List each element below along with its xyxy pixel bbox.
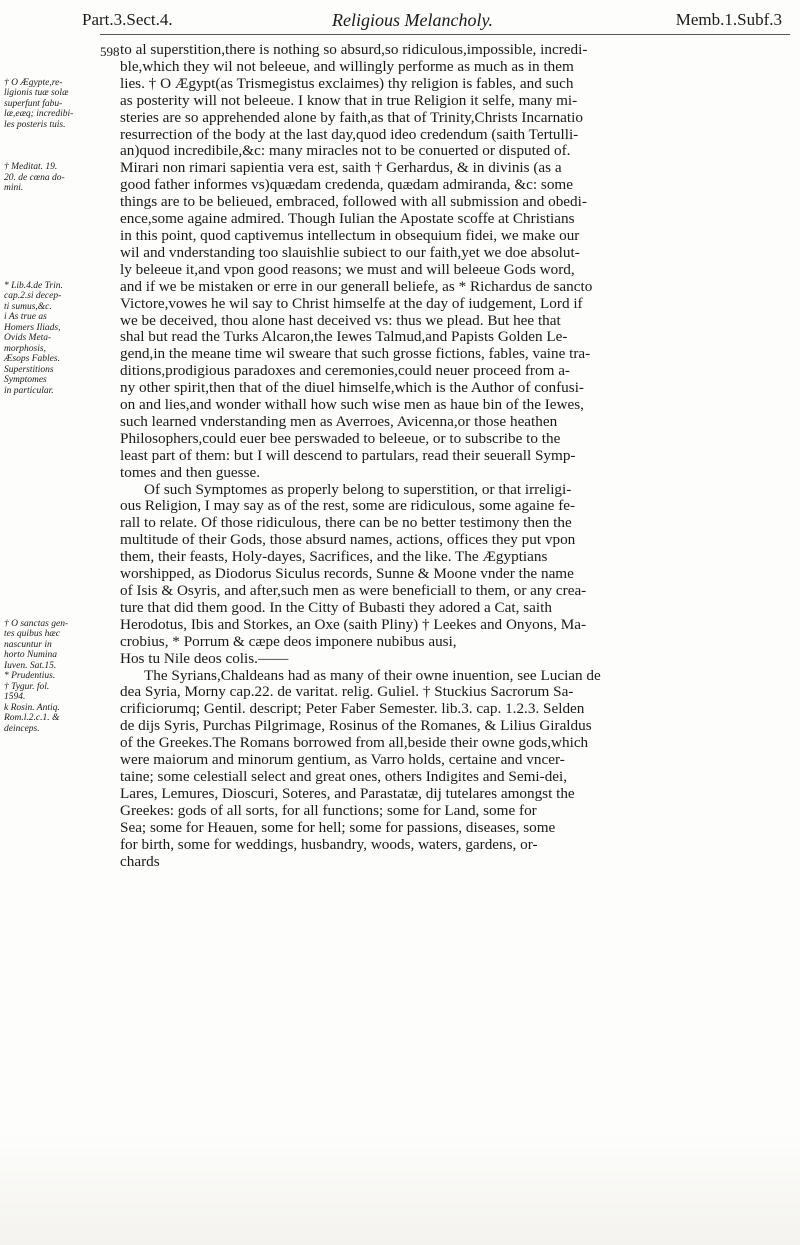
text-line: steries are so apprehended alone by faith,as that of Trinity,Christs Incarnatio (120, 109, 583, 126)
margin-note-line: morphosis, (4, 343, 46, 354)
margin-note-line: nascuntur in (4, 639, 52, 650)
margin-note-line: Homers Iliads, (4, 322, 61, 333)
text-line: gend,in the meane time wil sweare that such grosse fictions, fables, vaine tra- (120, 346, 591, 363)
header-rule (100, 34, 790, 35)
margin-note-line: † O Ægypte,re- (4, 77, 63, 88)
text-line: ous Religion, I may say as of the rest, some are ridiculous, some againe fe- (120, 498, 576, 515)
body-text (120, 42, 788, 870)
text-line: them, their feasts, Holy-dayes, Sacrifices, and the like. The Ægyptians (120, 549, 548, 566)
text-line: and if we be mistaken or erre in our generall beliefe, as * Richardus de sancto (120, 278, 593, 295)
text-line: on and lies,and wonder withall how such wise men as haue bin of the Iewes, (120, 397, 584, 414)
text-line: were maiorum and minorum gentium, as Varro holds, certaine and vncer- (120, 752, 565, 769)
margin-note-line: mini. (4, 183, 24, 194)
text-line: in this point, quod captivemus intellectum in obsequium fidei, we make our (120, 227, 580, 244)
text-line: an)quod incredibile,&c: many miracles not to be conuerted or disputed of. (120, 143, 571, 160)
text-line: ble,which they wil not beleeue, and willingly performe as much as in them (120, 58, 574, 75)
margin-note-line: Superstitions (4, 364, 54, 375)
text-line: multitude of their Gods, those absurd names, actions, offices they put vpon (120, 532, 576, 549)
margin-note-line: les posteris tuis. (4, 119, 66, 130)
margin-note-line: ligionis tuæ solæ (4, 88, 69, 99)
text-line: chards (120, 853, 160, 870)
text-line: ence,some againe admired. Though Iulian the Apostate scoffe at Christians (120, 211, 575, 228)
page-number: 598 (100, 44, 120, 59)
text-line: for birth, some for weddings, husbandry, woods, waters, gardens, or- (120, 836, 538, 853)
text-line: as posterity will not beleeue. I know that in true Religion it selfe, many mi- (120, 92, 578, 109)
text-line: Hos tu Nile deos colis.—— (120, 650, 289, 667)
text-line: dea Syria, Morny cap.22. de varitat. relig. Guliel. † Stuckius Sacrorum Sa- (120, 684, 574, 701)
margin-note-line: Æsops Fables. (4, 354, 60, 365)
margin-note-line: 1594. (4, 692, 26, 703)
header-member-subsection: Memb.1.Subf.3 (675, 10, 782, 29)
text-line: Of such Symptomes as properly belong to superstition, or that irreligi- (144, 481, 572, 498)
text-line: good father informes vs)quædam credenda, quædam admiranda, &c: some (120, 177, 573, 194)
text-line: of Isis & Osyris, and after,such men as were beneficiall to them, or any crea- (120, 583, 587, 599)
text-line: of the Greekes.The Romans borrowed from all,beside their owne gods,which (120, 735, 589, 752)
text-line: rall to relate. Of those ridiculous, there can be no better testimony then the (120, 515, 572, 532)
text-line: Lares, Lemures, Dioscuri, Soteres, and Parastatæ, dij tutelares amongst the (120, 785, 575, 802)
margin-note-line: Rom.l.2.c.1. & (4, 713, 60, 724)
text-line: ly beleeue it,and vpon good reasons; we must and will beleeue Gods word, (120, 261, 575, 278)
margin-note-line: Ovids Meta- (4, 333, 52, 344)
text-line: Philosophers,could euer bee perswaded to beleeue, or to subscribe to the (120, 430, 561, 447)
text-line: ture that did them good. In the Citty of Bubasti they adored a Cat, saith (120, 599, 552, 616)
text-line: such learned vnderstanding men as Averroes, Avicenna,or those heathen (120, 413, 558, 430)
margin-note-line: * Prudentius. (4, 671, 56, 682)
text-line: shal but read the Turks Alcaron,the Iewes Talmud,and Papists Golden Le- (120, 329, 568, 346)
margin-note-line: Iuven. Sat.15. (4, 660, 57, 671)
margin-note-line: k Rosin. Antiq. (4, 702, 60, 713)
margin-note (4, 162, 114, 194)
text-line: ditions,prodigious paradoxes and ceremonies,could neuer proceed from a- (120, 363, 570, 380)
margin-note-line: ti sumus,&c. (4, 301, 52, 312)
margin-note-line: cap.2.si decep- (4, 291, 62, 302)
text-line: The Syrians,Chaldeans had as many of their owne inuention, see Lucian de (144, 667, 601, 684)
text-line: Herodotus, Ibis and Storkes, an Oxe (saith Pliny) † Leekes and Onyons, Ma- (120, 616, 587, 633)
margin-note-line: Symptomes (4, 375, 47, 386)
margin-note-line: horto Numina (4, 650, 58, 661)
margin-note-line: tes quibus hæc (4, 629, 60, 640)
running-header (82, 2, 782, 32)
header-part-section: Part.3.Sect.4. (82, 10, 173, 29)
margin-note-line: i As true as (4, 312, 47, 323)
text-line: ny other spirit,then that of the diuel himselfe,which is the Author of confusi- (120, 380, 584, 397)
header-title: Religious Melancholy. (332, 10, 493, 30)
text-line: de dijs Syris, Purchas Pilgrimage, Rosinus of the Romanes, & Lilius Giraldus (120, 718, 592, 735)
text-line: resurrection of the body at the last day,quod ideo credendum (saith Tertulli- (120, 126, 579, 143)
text-line: we be deceived, thou alone hast deceived vs: thus we plead. But hee that (120, 312, 561, 329)
margin-note-line: superfunt fabu- (4, 98, 63, 109)
margin-note (4, 619, 114, 735)
margin-note-line: † Tygur. fol. (4, 681, 50, 692)
text-line: to al superstition,there is nothing so absurd,so ridiculous,impossible, incredi- (120, 42, 588, 58)
text-line: worshipped, as Diodorus Siculus records, Sunne & Moone vnder the name (120, 566, 574, 583)
text-line: Greekes: gods of all sorts, for all functions; some for Land, some for (120, 802, 537, 819)
text-line: crobius, * Porrum & cæpe deos imponere nubibus ausi, (120, 633, 457, 650)
text-line: Victore,vowes he wil say to Christ himselfe at the day of iudgement, Lord if (120, 295, 583, 312)
margin-note-line: læ,eæq; incredibi- (4, 109, 74, 120)
margin-note-line: † Meditat. 19. (4, 162, 58, 173)
margin-note-line: in particular. (4, 385, 54, 396)
margin-note (4, 78, 114, 131)
text-line: taine; some celestiall select and great ones, others Indigites and Semi-dei, (120, 768, 568, 785)
margin-note (4, 281, 114, 397)
margin-note-line: † O sanctas gen- (4, 618, 69, 629)
text-line: least part of them: but I will descend to partulars, read their seuerall Symp- (120, 447, 576, 464)
text-line: lies. † O Ægypt(as Trismegistus exclaimes) thy religion is fables, and such (120, 75, 574, 92)
blank-lower-margin (0, 1130, 800, 1245)
text-line: things are to be belieued, embraced, followed with all submission and obedi- (120, 194, 587, 211)
text-line: Sea; some for Heauen, some for hell; some for passions, diseases, some (120, 819, 556, 836)
margin-note-line: 20. de cœna do- (4, 172, 65, 183)
margin-note-line: * Lib.4.de Trin. (4, 280, 63, 291)
text-line: Mirari non rimari sapientia vera est, saith † Gerhardus, & in divinis (as a (120, 160, 562, 177)
text-line: crificiorumq; Gentil. descript; Peter Faber Semester. lib.3. cap. 1.2.3. Selden (120, 701, 585, 718)
text-line: tomes and then guesse. (120, 464, 261, 481)
text-line: wil and vnderstanding too slauishlie subiect to our faith,yet we doe absolut- (120, 244, 580, 261)
margin-note-line: deinceps. (4, 723, 40, 734)
